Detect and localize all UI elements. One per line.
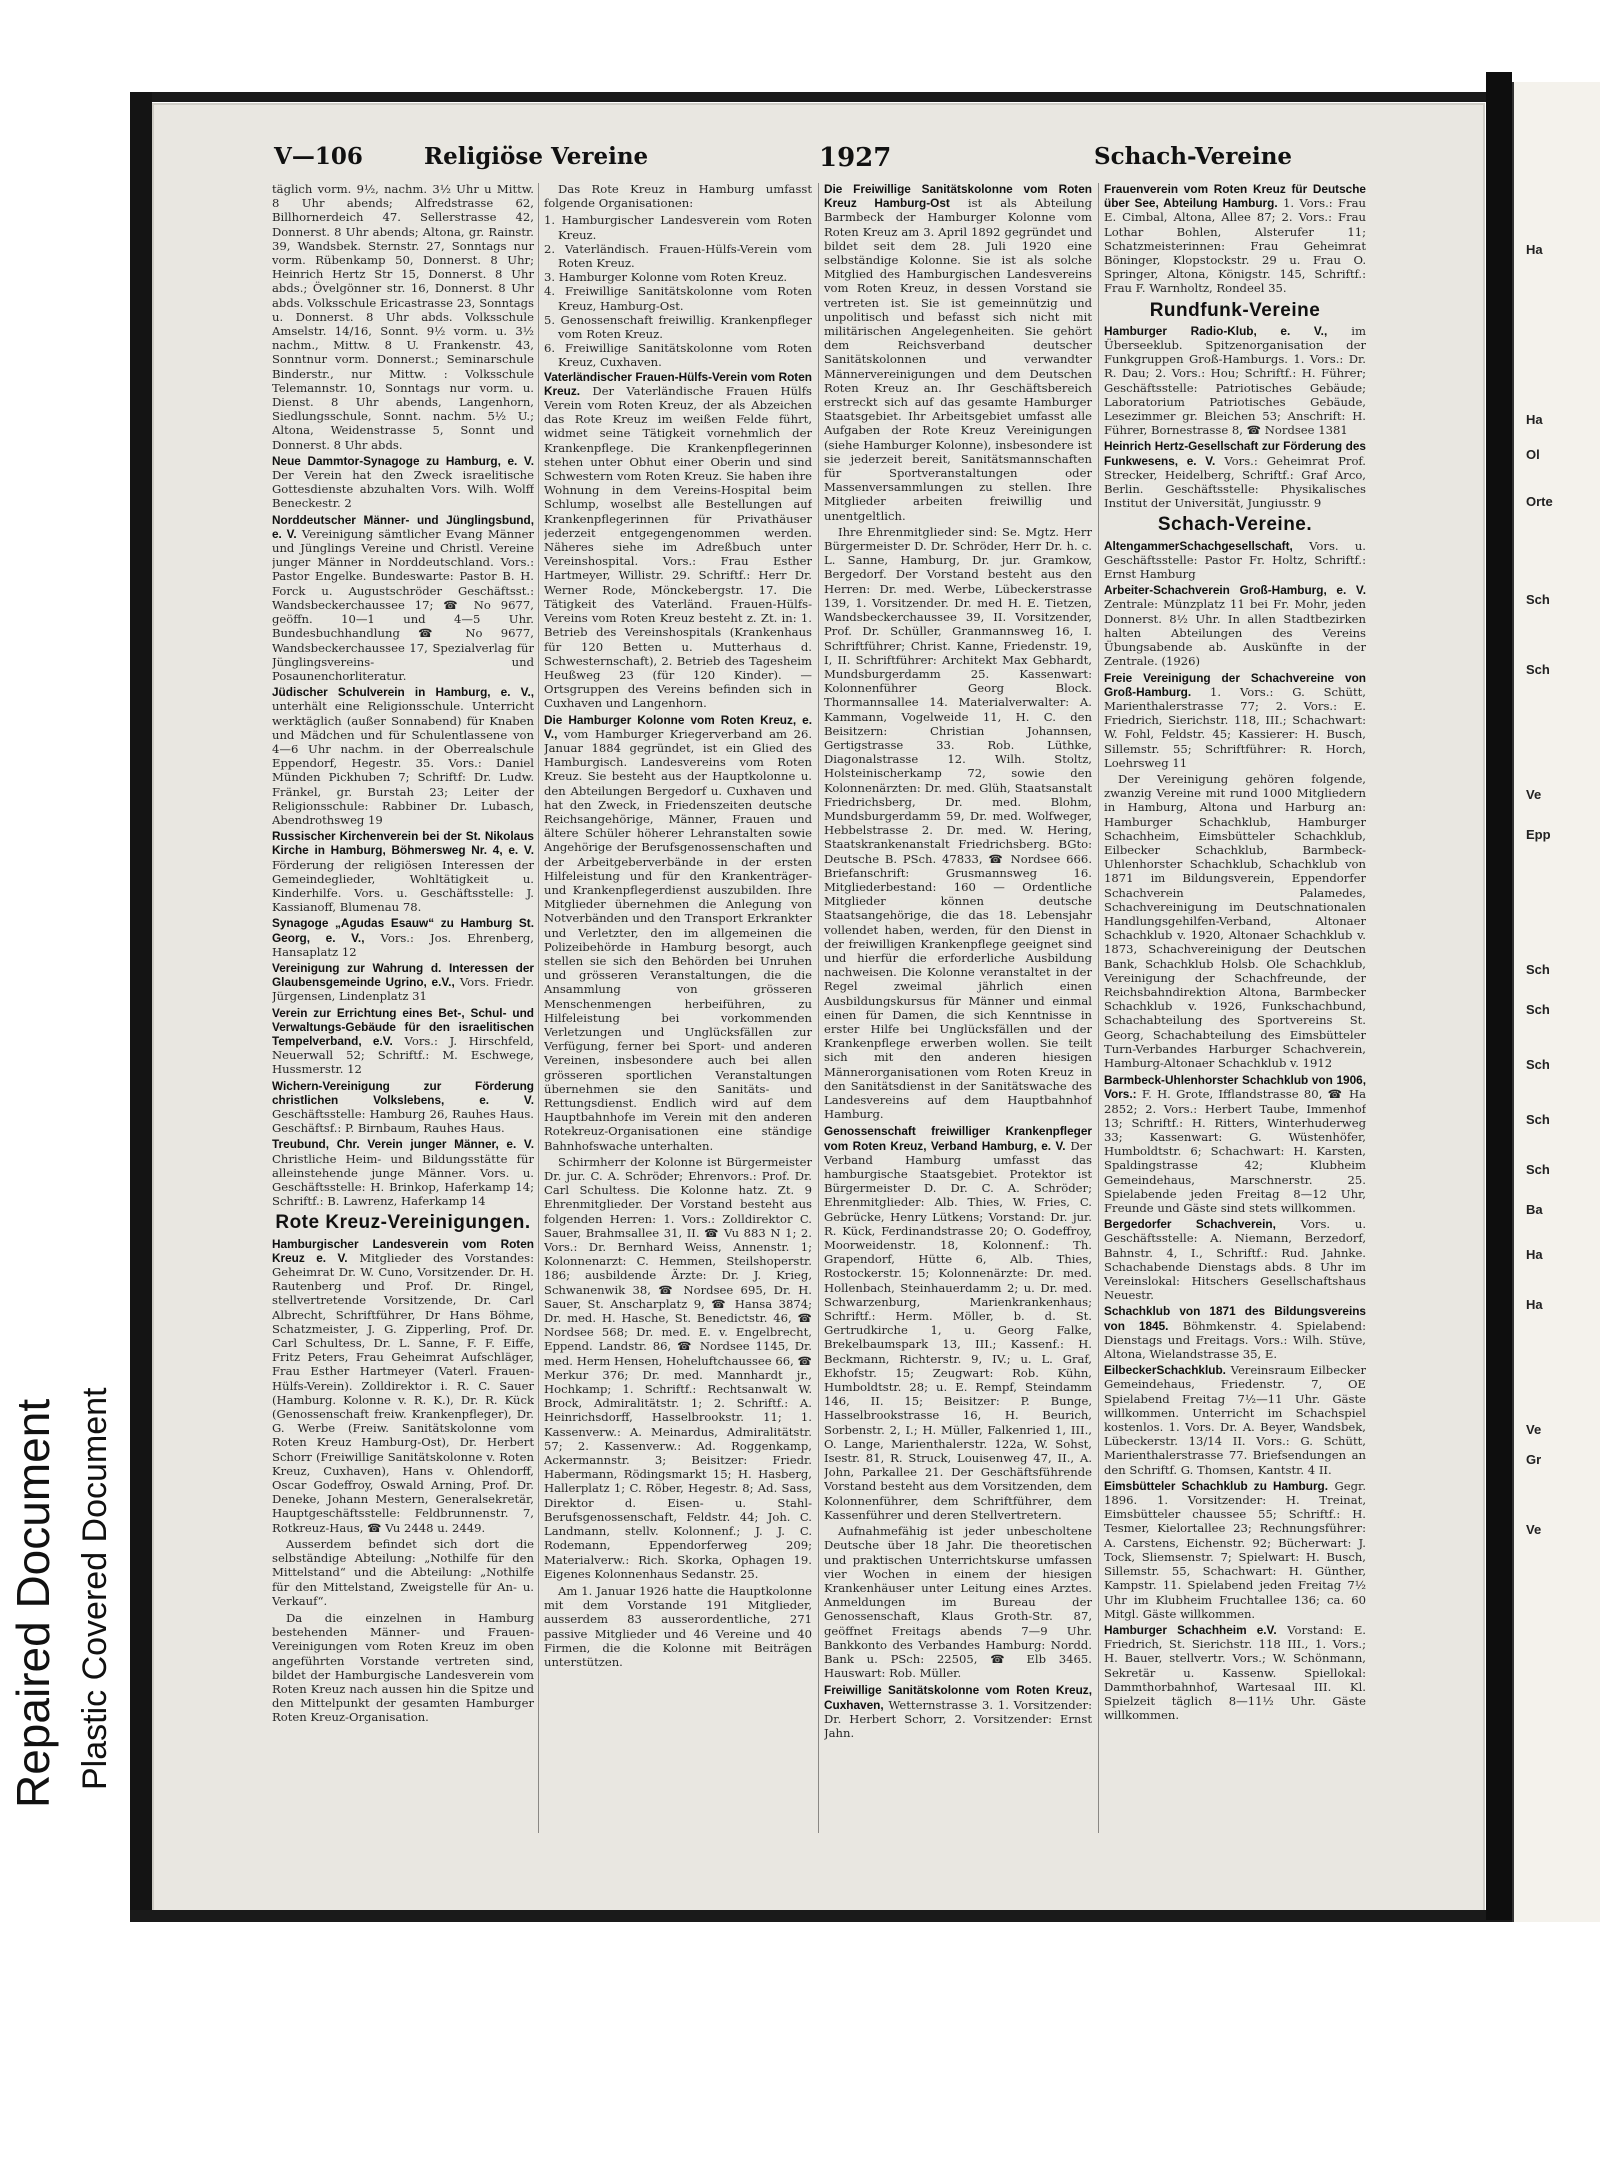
scan-border-bottom: [130, 1910, 1520, 1922]
directory-entry: [824, 525, 1092, 1122]
adjacent-page-fragment: Ve: [1526, 1422, 1542, 1437]
entry-text: ist als Abteilung Barmbeck der Hamburger Kolonne vom Roten Kreuz am 3. April 1892 gegründet und bildet seit dem 28. Juli 1920 eine selbständige Kolonne. Sie ist als solche Mitglied des Hamburgischen Landesvereins vom Roten Kreuz, in dessen Vorstand sie vertreten ist. Sie ist gemeinnützig und unpolitisch und befasst sich nicht mit militärischen Angelegenheiten. Sie gehört dem Reichsverband deutscher Sanitätskolonnen und verwandter Männervereinigungen und dem Deutschen Roten Kreuz an. Ihr Geschäftsbereich erstreckt sich auf das gesamte Hamburger Staatsgebiet. Ihr Arbeitsgebiet umfasst alle Aufgaben der Rote Kreuz Vereinigungen (siehe Hamburger Kolonne), insbesondere ist sie jederzeit bereit, Sanitätsmannschaften für Sportveranstaltungen oder Massenversammlungen zu stellen. Ihre Mitglieder arbeiten freiwillig und unentgeltlich.: [824, 196, 1092, 523]
adjacent-page-fragment: Ha: [1526, 242, 1543, 257]
entry-text: Der Verein hat den Zweck israelitische Gottesdienste abzuhalten Vors. Wilh. Wolff Beneckestr. 2: [272, 468, 534, 511]
directory-entry: [272, 916, 534, 959]
organisation-list-item: 1. Hamburgischer Landesverein vom Roten Kreuz.: [544, 213, 812, 242]
directory-entry: [1104, 1073, 1366, 1215]
header-left-section: Religiöse Vereine: [424, 143, 649, 170]
directory-entry: [272, 829, 534, 914]
entry-text: Vereinsraum Eilbecker Gemeindehaus, Friedenstr. 7, OE Spielabend Freitag 7½—11 Uhr. Gäste willkommen. Unterricht im Schachspiel kostenlos. 1. Vors. Dr. A. Beyer, Wandsbek, Lübeckerstr. 13/14 II. Vors.: G. Schütt, Marienthalerstrasse 77. Briefsendungen an den Schriftf. G. Thomsen, Kantstr. 4 II.: [1104, 1363, 1366, 1477]
entry-name: Wichern-Vereinigung zur Förderung christlichen Volkslebens, e. V.: [272, 1078, 534, 1107]
directory-entry: [824, 1524, 1092, 1680]
entry-text: Das Rote Kreuz in Hamburg umfasst folgende Organisationen:: [544, 182, 812, 211]
entry-text: F. H. Grote, Ifflandstrasse 80, ☎ Ha 2852; 2. Vors.: Herbert Taube, Immenhof 13; Schriftf.: H. Ritters, Winterhuderweg 33; Kassenwart: G. Wüstenhöfer, Humboldtstr. 6; Schachwart: H. Karsten, Spaldingstrasse 42; Klubheim Gemeindehaus, Marschnerstr. 25. Spielabende jeden Freitag 8—12 Uhr, Freunde und Gäste sind stets willkommen.: [1104, 1087, 1366, 1216]
adjacent-page-fragment: Sch: [1526, 962, 1550, 977]
directory-entry: [1104, 324, 1366, 438]
entry-name: Die Hamburger Kolonne vom Roten Kreuz, e. V.,: [544, 712, 812, 741]
directory-entry: [824, 1124, 1092, 1522]
directory-entry: [1104, 439, 1366, 510]
adjacent-page-fragment: Epp: [1526, 827, 1551, 842]
organisation-list-item: 6. Freiwillige Sanitätskolonne vom Roten Kreuz, Cuxhaven.: [544, 341, 812, 370]
entry-text: Ausserdem befindet sich dort die selbständige Abteilung: „Nothilfe für den Mittelstand“ und die Abteilung: „Nothilfe für den Mittelstand, Zweigstelle für An- u. Verkauf“.: [272, 1536, 534, 1608]
adjacent-page-fragment: Gr: [1526, 1452, 1542, 1467]
adjacent-page-fragment: Sch: [1526, 662, 1550, 677]
entry-text: Wetternstrasse 3. 1. Vorsitzender: Dr. Herbert Schorr, 2. Vorsitzender: Ernst Jahn.: [824, 1697, 1092, 1740]
directory-entry: [272, 961, 534, 1004]
entry-name: Freiwillige Sanitätskolonne vom Roten Kreuz, Cuxhaven,: [824, 1683, 1092, 1712]
directory-entry: [272, 454, 534, 511]
entry-text: im Überseeklub. Spitzenorganisation der Funkgruppen Groß-Hamburgs. 1. Vors.: Dr. R. Dau; 2. Vors.: Hou; Schriftf.: H. Führer; Geschäftsstelle: Patriotisches Gebäude; Laboratorium Patriotisches Gebäude, Lesezimmer gr. Bleichen 53; Anschrift: H. Führer, Bornestrasse 8, ☎ Nordsee 1381: [1104, 323, 1366, 438]
directory-entry: [272, 685, 534, 827]
directory-entry: [272, 513, 534, 683]
directory-entry: [272, 1237, 534, 1535]
scan-gutter: [1486, 72, 1512, 1920]
entry-text: Christliche Heim- und Bildungsstätte für alleinstehende junge Männer. Vors. u. Geschäftsstelle: H. Brinkop, Haferkamp 14; Schriftf.: B. Lawrenz, Haferkamp 14: [272, 1151, 534, 1209]
adjacent-page-fragment: Ol: [1526, 447, 1540, 462]
entry-text: 1. Vors.: Frau E. Cimbal, Altona, Allee 87; 2. Vors.: Frau Lothar Bohlen, Alsterufer 11; Schatzmeisterinnen: Frau Geheimrat Böninger, Klopstockstr. 29 u. Frau O. Springer, Altona, Königstr. 145, Schriftf.: Frau F. Warnholtz, Rondeel 35.: [1104, 196, 1366, 296]
adjacent-page-edge: [1512, 82, 1600, 1922]
directory-entry: [1104, 1479, 1366, 1621]
repaired-document-label: Repaired Document: [7, 1398, 59, 1808]
adjacent-page-fragment: Ha: [1526, 412, 1543, 427]
entry-name: Synagoge „Agudas Esauw“ zu Hamburg St. Georg, e. V.,: [272, 916, 534, 945]
column-rule: [1098, 183, 1099, 1833]
entry-text: Vors.: J. Hirschfeld, Neuerwall 52; Schriftf.: M. Eschwege, Hussmerstr. 12: [272, 1033, 534, 1077]
entry-text: Vors.: Geheimrat Prof. Strecker, Heidelberg, Schriftf.: Graf Arco, Berlin. Geschäftsstelle: Physikalisches Institut der Universität, Jungiusstr. 9: [1104, 453, 1366, 511]
scan-border-top: [138, 92, 1486, 102]
entry-text: Geschäftsstelle: Hamburg 26, Rauhes Haus. Geschäftsf.: P. Birnbaum, Rauhes Haus.: [272, 1107, 534, 1136]
entry-name: EilbeckerSchachklub.: [1104, 1363, 1226, 1378]
document-page: [152, 103, 1485, 1919]
column-rule: [538, 183, 539, 1833]
organisation-list-item: 2. Vaterländisch. Frauen-Hülfs-Verein vom Roten Kreuz.: [544, 241, 812, 271]
entry-text: Mitglieder des Vorstandes: Geheimrat Dr. W. Cuno, Vorsitzender. Dr. H. Rautenberg und Prof. Dr. Ringel, stellvertretende Vorsitzende, Dr. Carl Albrecht, Schriftführer, Dr Hans Böhme, Schatzmeister, J. G. Zipperling, Prof. Dr. Carl Schultess, Dr. L. Sanne, F. F. Eiffe, Fritz Peters, Frau Geheimrat Aufschläger, Frau Esther Hartmeyer (Vaterl. Frauen-Hülfs-Verein). Zolldirektor i. R. C. Sauer (Hamburg. Kolonne v. R. K.), Dr. R. Kück (Genossenschaft freiw. Krankenpfleger), Dr. G. Werbe (Freiw. Sanitätskolonne vom Roten Kreuz Hamburg-Ost), Dr. Herbert Schorr (Freiwillige Sanitätskolonne v. Roten Kreuz, Cuxhaven), Hans v. Ohlendorff, Oscar Godeffroy, Oswald Arning, Prof. Dr. Deneke, Johann Mestern, Generalsekretär, Hauptgeschäftsstelle: Feldbrunnenstr. 7, Rotkreuz-Haus, ☎ Vu 2448 u. 2449.: [272, 1250, 534, 1535]
entry-text: Am 1. Januar 1926 hatte die Hauptkolonne mit dem Vorstande 191 Mitglieder, ausserdem 83 ausserordentliche, 271 passive Mitglieder und 46 Vereine und 40 Firmen, die die Kolonne mit Beiträgen unterstützen.: [544, 1583, 812, 1669]
entry-name: Hamburger Schachheim e.V.: [1104, 1622, 1277, 1637]
entry-name: Norddeutscher Männer- und Jünglingsbund, e. V.: [272, 512, 534, 541]
entry-text: Da die einzelnen in Hamburg bestehenden Männer- und Frauen-Vereinigungen vom Roten Kreuz im oben angeführten Vorstande vertreten sind, bildet der Hamburgische Landesverein vom Roten Kreuz nach aussen hin die Spitze und den Mittelpunkt der gesamten Hamburger Roten Kreuz-Organisation.: [272, 1610, 534, 1725]
entry-text: Gegr. 1896. 1. Vorsitzender: H. Treinat, Eimsbütteler chaussee 55; Schriftf.: H. Tesmer, Kielortallee 23; Rechnungsführer: A. Carstens, Eichenstr. 92; Bücherwart: J. Tock, Sliemsenstr. 7; Spielwart: H. Busch, Sillemstr. 55, Schachwart: H. Günther, Kampstr. 11. Spielabend jeden Freitag 7½ Uhr im Klubheim Fruchtallee 136; ca. 60 Mitgl. Gäste willkommen.: [1104, 1478, 1366, 1621]
directory-entry: [272, 1006, 534, 1077]
directory-entry: [1104, 671, 1366, 770]
entry-name: Russischer Kirchenverein bei der St. Nikolaus Kirche in Hamburg, Böhmersweg Nr. 4, e. V.: [272, 829, 534, 858]
column-3: [824, 182, 1092, 1882]
directory-entry: [1104, 1623, 1366, 1722]
adjacent-page-fragment: Ha: [1526, 1297, 1543, 1312]
adjacent-page-fragment: Orte: [1526, 494, 1553, 509]
directory-entry: [544, 713, 812, 1153]
entry-text: Der Verband Hamburg umfasst das hamburgische Staatsgebiet. Protektor ist Bürgermeister D. Dr. C. A. Schröder; Ehrenmitglieder: Alb. Thies, W. Fries, C. Gebrücke, Henry Lütkens; Vorstand: Dr. jur. R. Kück, Ferdinandstrasse 20; O. Godeffroy, Moorweidenstr. 18, Kolonnenf.: Th. Grapendorf, Hütte 6, Alb. Thies, Rostockerstr. 15; Kolonnenärzte: Dr. med. Hollenbach, Steinhauerdamm 2; u. Dr. med. Schwarzenburg, Marienkrankenhaus; Schriftf.: Herm. Möller, b. d. St. Gertrudkirche 1, u. Georg Falke, Brekelbaumspark 13, III.; Kassenf.: H. Beckmann, Richterstr. 9, IV.; u. L. Graf, Ekhofstr. 15; Zeugwart: Rob. Kühn, Humboldtstr. 28; u. E. Rempf, Steindamm 146, II. 15; Beisitzer: P. Bunge, Hasselbrookstrasse 16, H. Beurich, Sorbenstr. 2, I.; H. Müller, Falkenried 1, III., O. Lange, Marienthalerstr. 122a, W. Sohst, Isestr. 81, R. Struck, Louisenweg 47, II., A. John, Parkallee 21. Der Geschäftsführende Vorstand besteht aus dem Vorsitzenden, dem Kolonnenführer, dem Schriftführer, dem Kassenführer und deren Stellvertretern.: [824, 1138, 1092, 1522]
column-1: [272, 182, 534, 1882]
entry-text: Vors. Friedr. Jürgensen, Lindenplatz 31: [272, 975, 534, 1004]
entry-name: Eimsbütteler Schachklub zu Hamburg.: [1104, 1478, 1329, 1493]
directory-entry: [1104, 182, 1366, 296]
entry-text: Vors.: Jos. Ehrenberg, Hansaplatz 12: [272, 930, 534, 959]
entry-name: Vaterländischer Frauen-Hülfs-Verein vom Roten Kreuz.: [544, 369, 812, 398]
entry-text: Der Vaterländische Frauen Hülfs Verein vom Roten Kreuz, der als Abzeichen das Rote Kreuz im weißen Felde führt, widmet seine Tätigkeit vornehmlich der Krankenpflege. Die Krankenpflegerinnen stehen unter Obhut einer Oberin und sind Schwestern vom Roten Kreuz. Sie haben ihre Wohnung in dem Vereins-Hospital beim Schlump, woselbst alle Bestellungen auf Krankenpflegerinnen für Privathäuser jederzeit entgegengenommen werden. Näheres siehe im Adreßbuch unter Vereinshospital. Vors.: Frau Esther Hartmeyer, Willistr. 29. Schriftf.: Herr Dr. Werner Rode, Mönckebergstr. 17. Die Tätigkeit des Vaterländ. Frauen-Hülfs-Vereins vom Roten Kreuz besteht z. Zt. in: 1. Betrieb des Vereinshospitals (Krankenhaus für 120 Betten u. Mutterhaus d. Schwesternschaft), 2. Betrieb des Tagesheim Heußweg 23 (für 120 Kinder). — Ortsgruppen des Vereins befinden sich in Cuxhaven und Langenhorn.: [544, 383, 812, 711]
directory-entry: [1104, 1217, 1366, 1302]
entry-text: unterhält eine Religionsschule. Unterricht werktäglich (außer Sonnabend) für Knaben und Mädchen und für Schulentlassene von 4—6 Uhr nachm. in der Oberrealschule Eppendorf, Hegestr. 35. Vors.: Daniel Münden Pickhuben 7; Schriftf: Dr. Ludw. Fränkel, gr. Burstah 23; Leiter der Religionsschule: Rabbiner Dr. Lubasch, Abendrothsweg 19: [272, 699, 534, 827]
entry-text: Vereinigung sämtlicher Evang Männer und Jünglings Vereine und Christl. Vereine junger Männer in Norddeutschland. Vors.: Pastor Engelke. Bundeswarte: Pastor B. H. Forck u. Augustschröder Geschäftsst.: Wandsbeckerchaussee 17; ☎ No 9677, geöffn. 10—1 und 4—5 Uhr. Bundesbuchhandlung ☎ No 9677, Wandsbeckerchaussee 17, Spezialverlag für Jünglingsvereins- und Posaunenchorliteratur.: [272, 526, 534, 683]
column-rule: [818, 183, 819, 1833]
entry-name: Heinrich Hertz-Gesellschaft zur Förderung des Funkwesens, e. V.: [1104, 439, 1366, 468]
column-4: [1104, 182, 1366, 1882]
directory-entry: [824, 182, 1092, 523]
organisation-list-item: 5. Genossenschaft freiwillig. Krankenpfleger vom Roten Kreuz.: [544, 312, 812, 342]
entry-text: Der Vereinigung gehören folgende, zwanzig Vereine mit rund 1000 Mitgliedern in Hamburg, Altona und Harburg an: Hamburger Schachklub, Hamburger Schachheim, Eimsbütteler Schachklub, Eilbecker Schachklub, Barmbeck-Uhlenhorster Schachklub, Schachklub von 1871 im Bildungsverein, Eppendorfer Schachverein Palamedes, Schachvereinigung im Deutschnationalen Handlungsgehilfen-Verband, Altonaer Schachklub v. 1920, Altonaer Schachklub v. 1873, Schachvereinigung der Deutschen Bank, Schachklub Holsb. Ole Schachklub, Vereinigung der Schachfreunde, der Reichsbahndirektion Altona, Barmbecker Schachklub v. 1926, Funkschachbund, Schachabteilung des Sportvereins St. Georg, Schachabteilung des Eimsbütteler Turn-Verbandes Harburger Schachverein, Hamburg-Altonaer Schachklub v. 1912: [1104, 771, 1366, 1070]
header-year: 1927: [819, 143, 892, 173]
section-title-rundfunk: Rundfunk-Vereine: [1149, 299, 1321, 321]
adjacent-page-fragment: Sch: [1526, 1057, 1550, 1072]
entry-name: AltengammerSchachgesellschaft,: [1104, 538, 1293, 553]
organisation-list-item: 4. Freiwillige Sanitätskolonne vom Roten Kreuz, Hamburg-Ost.: [544, 284, 812, 313]
entry-name: Genossenschaft freiwilliger Krankenpfleger vom Roten Kreuz, Verband Hamburg, e. V.: [824, 1124, 1092, 1153]
plastic-covered-label: Plastic Covered Document: [76, 1387, 114, 1790]
adjacent-page-fragment: Ve: [1526, 1522, 1542, 1537]
adjacent-page-fragment: Sch: [1526, 1162, 1550, 1177]
adjacent-page-fragment: Ha: [1526, 1247, 1543, 1262]
directory-entry: [544, 1155, 812, 1581]
entry-name: Die Freiwillige Sanitätskolonne vom Roten Kreuz Hamburg-Ost: [824, 182, 1092, 211]
directory-entry: [272, 1137, 534, 1208]
directory-entry: [1104, 1304, 1366, 1361]
entry-text: Zentrale: Münzplatz 11 bei Fr. Mohr, jeden Donnerst. 8½ Uhr. In allen Stadtbezirken halten Abteilungen des Vereins Übungsabende ab. Auskünfte in der Zentrale. (1926): [1104, 597, 1366, 669]
page-header: [274, 139, 1394, 179]
entry-name: Vereinigung zur Wahrung d. Interessen der Glaubensgemeinde Ugrino, e.V.,: [272, 960, 534, 990]
directory-entry: [544, 1584, 812, 1669]
entry-name: Hamburger Radio-Klub, e. V.,: [1104, 323, 1328, 338]
column-2: [544, 182, 812, 1882]
entry-text: 1. Vors.: G. Schütt, Marienthalerstrasse 77; 2. Vors.: E. Friedrich, Sierichstr. 118, III.; Schachwart: W. Fohl, Feldstr. 45; Kassierer: H. Busch, Sillemstr. 55; Schriftführer: R. Horch, Loehrsweg 11: [1104, 684, 1366, 770]
entry-text: Vors. u. Geschäftsstelle: A. Niemann, Berzedorf, Bahnstr. 4, I., Schriftf.: Rud. Jahnke. Schachabende Dienstags abds. 8 Uhr im Vereinslokal: Hitschers Gesellschaftshaus Neuestr.: [1104, 1217, 1366, 1303]
entry-text: Aufnahmefähig ist jeder unbescholtene Deutsche über 18 Jahr. Die theoretischen und praktischen Unterrichtskurse umfassen vier Wochen in einem der hiesigen Krankenhäuser unter Leitung eines Arztes. Anmeldungen im Bureau der Genossenschaft, Klaus Groth-Str. 87, geöffnet Freitags abends 7—9 Uhr. Bankkonto des Verbandes Hamburg: Nordd. Bank u. PSch: 22505, ☎ Elb 3465. Hauswart: Rob. Müller.: [824, 1524, 1092, 1681]
entry-text: täglich vorm. 9½, nachm. 3½ Uhr u Mittw. 8 Uhr abends; Alfredstrasse 62, Billhornerdeich 47. Sellerstrasse 42, Donnerst. 8 Uhr abends; Altona, gr. Rainstr. 39, Wandsbek. Sternstr. 27, Sonntags nur vorm. Rübenkamp 50, Donnerst. 8 Uhr; Heinrich Hertz Str 15, Donnerst. 8 Uhr abds.; Övelgönner str. 16, Donnerst. 8 Uhr abds. Volksschule Ericastrasse 23, Sonntags u. Donnerst. 8 Uhr abds. Volksschule Amselstr. 14/16, Sonnt. 9½ vorm. u. 3½ nachm., Mittw. 8 U. Frankenstr. 43, Sonntnur vorm. Donnerst.; Seminarschule Binderstr., nur Mittw. : Volksschule Telemannstr. 10, Sonntags nur vorm. u. Dienst. 8 Uhr abends, Langenhorn, Siedlungsschule, Sonnt. nachm. 5½ U.; Altona, Weidenstrasse 5, Sonnt und Donnerst. 8 Uhr abds.: [272, 182, 534, 452]
adjacent-page-fragment: Sch: [1526, 1002, 1550, 1017]
entry-name: Freie Vereinigung der Schachvereine von Groß-Hamburg.: [1104, 670, 1366, 699]
section-title-schach: Schach-Vereine.: [1157, 514, 1313, 536]
directory-entry: [1104, 539, 1366, 582]
adjacent-page-fragment: Sch: [1526, 592, 1550, 607]
entry-text: Böhmkenstr. 4. Spielabend: Dienstags und Freitags. Vors.: Wilh. Stüve, Altona, Wielandstrasse 35, E.: [1104, 1318, 1366, 1362]
entry-name: Neue Dammtor-Synagoge zu Hamburg, e. V.: [272, 453, 534, 468]
directory-entry: [1104, 583, 1366, 668]
entry-name: Frauenverein vom Roten Kreuz für Deutsche über See, Abteilung Hamburg.: [1104, 182, 1366, 211]
section-title-rote-kreuz: Rote Kreuz-Vereinigungen.: [275, 1212, 531, 1234]
entry-text: Vorstand: E. Friedrich, St. Sierichstr. 118 III., 1. Vors.; H. Bauer, stellvertr. Vors.; W. Schönmann, Sekretär u. Kassenw. Spiellokal: Dammthorbahnhof, Wartesaal III. Kl. Spielzeit täglich 8—11½ Uhr. Gäste willkommen.: [1104, 1622, 1366, 1723]
entry-name: Treubund, Chr. Verein junger Männer, e. V.: [272, 1137, 534, 1152]
entry-name: Arbeiter-Schachverein Groß-Hamburg, e. V.: [1104, 583, 1366, 598]
entry-name: Bergedorfer Schachverein,: [1104, 1217, 1276, 1232]
adjacent-page-fragment: Ve: [1526, 787, 1542, 802]
scan-border-left: [130, 92, 152, 1922]
header-right-section: Schach-Vereine: [1094, 143, 1293, 170]
entry-name: Jüdischer Schulverein in Hamburg, e. V.,: [272, 685, 534, 700]
entry-text: Förderung der religiösen Interessen der Gemeindeglieder, Wohltätigkeit u. Kinderhilfe. Vors. u. Geschäftsstelle: J. Kassianoff, Blumenau 78.: [272, 857, 534, 915]
entry-text: Ihre Ehrenmitglieder sind: Se. Mgtz. Herr Bürgermeister D. Dr. Schröder, Herr Dr. h. c. L. Sanne, Hamburg, Dr. jur. Gramkow, Bergedorf. Der Vorstand besteht aus den Herren: Dr. med. Werbe, Lübeckerstrasse 139, 1. Vorsitzender. Dr. med H. E. Tietzen, Wandsbeckerchaussee 39, II. Vorsitzender, Prof. Dr. Schüller, Granmannsweg 16, I. Schriftführer; Christ. Kanne, Friedenstr. 19, I, II. Schriftführer: Architekt Max Gebhardt, Mundsburgerdamm 25. Kassenwart: Kolonnenführer Georg Block. Thormannsallee 14. Materialverwalter: A. Kammann, Vogelweide 11, H. C. den Beisitzern: Christian Johannsen, Gertigstrasse 33. Rob. Lüthke, Diagonalstrasse 12. Wilh. Stoltz, Holsteinischerkamp 72, sowie den Kolonnenärzten: Dr. med. Glüh, Staatsanstalt Friedrichsberg, Dr. med. Blohm, Mundsburgerdamm 59, Dr. med. Wolfweger, Hebbelstrasse 2. Dr. med. W. Hering, Staatskrankenanstalt Friedrichsberg. BGto: Deutsche B. PSch. 47833, ☎ Nordsee 666. Briefanschrift: Grusmannsweg 16. Mitgliederbestand: 160 — Ordentliche Mitglieder können deutsche Staatsangehörige, die das 18. Lebensjahr vollendet haben, werden, für den Dienst in der freiwilligen Krankenpflege geeignet sind und hierfür die erforderliche Ausbildung nachweisen. Die Kolonne veranstaltet in der Regel zweimal jährlich einen Ausbildungskursus für Männer und einmal einen für Damen, die sich Kenntnisse in erster Hilfe bei Unglücksfällen und der Krankenpflege erwerben wollen. Sie teilt sich mit den anderen hiesigen Männerorganisationen vom Roten Kreuz in den Sanitätsdienst in der Sanitätswache des Landesvereins auf dem Hauptbahnhof Hamburg.: [824, 524, 1092, 1122]
entry-name: Barmbeck-Uhlenhorster Schachklub von 1906, Vors.:: [1104, 1073, 1366, 1102]
organisation-list-item: 3. Hamburger Kolonne vom Roten Kreuz.: [544, 270, 788, 285]
adjacent-page-fragment: Sch: [1526, 1112, 1550, 1127]
entry-name: Hamburgischer Landesverein vom Roten Kreuz e. V.: [272, 1236, 534, 1265]
directory-entry: [1104, 1363, 1366, 1477]
entry-text: vom Hamburger Kriegerverband am 26. Januar 1884 gegründet, ist ein Glied des Hamburgisch. Landesvereins vom Roten Kreuz. Sie besteht aus der Hauptkolonne u. den Abteilungen Bergedorf u. Cuxhaven und hat den Zweck, in Friedenszeiten deutsche Reichsangehörige, Männer, Frauen und ältere Schüler höherer Lehranstalten sowie Angehörige der Berufsgenossenschaften und der Arbeitgeberverbände in der ersten Hilfeleistung und für den Krankenträger- und Krankenpflegerdienst auszubilden. Ihre Mitglieder übernehmen die Anlegung von Notverbänden und den Transport Erkrankter und Verletzter, den im allgemeinen die Polizeibehörde in Hamburg besorgt, auch stellen sie sich den Behörden bei Unruhen und grösseren Veranstaltungen, die die Ansammlung von grösseren Menschenmengen herbeiführen, zu Hilfeleistung bei vorkommenden Verletzungen und Unglücksfällen zur Verfügung, ferner bei Sport- und anderen Vereinen, insbesondere auch bei allen grösseren sportlichen Veranstaltungen übernehmen sie den Sanitäts- und Rettungsdienst. Endlich wird auf dem Hauptbahnhofe im Verein mit den anderen Rotekreuz-Organisationen eine ständige Bahnhofswache unterhalten.: [544, 726, 812, 1153]
entry-name: Verein zur Errichtung eines Bet-, Schul- und Verwaltungs-Gebäude für den israelitischen Tempelverband, e.V.: [272, 1005, 534, 1048]
entry-name: Schachklub von 1871 des Bildungsvereins von 1845.: [1104, 1304, 1366, 1333]
page-number: V—106: [274, 143, 363, 170]
adjacent-page-fragment: Ba: [1526, 1202, 1543, 1217]
directory-entry: [824, 1683, 1092, 1740]
directory-entry: [1104, 772, 1366, 1070]
directory-entry: [272, 1079, 534, 1136]
directory-entry: [544, 370, 812, 711]
entry-text: Vors. u. Geschäftsstelle: Pastor Fr. Holtz, Schriftf.: Ernst Hamburg: [1104, 538, 1366, 582]
entry-text: Schirmherr der Kolonne ist Bürgermeister Dr. jur. C. A. Schröder; Ehrenvors.: Prof. Dr. Carl Schultess. Die Kolonne hatz. Zt. 9 Ehrenmitglieder. Der Vorstand besteht aus folgenden Herren: 1. Vors.: Zolldirektor C. Sauer, Brahmsallee 31, II. ☎ Vu 883 N 1; 2. Vors.: Dr. Bernhard Weiss, Annenstr. 1; Kolonnenarzt: C. Hemmen, Steilshoperstr. 186; ausbildende Ärzte: Dr. J. Krieg, Schwanenwik 38, ☎ Nordsee 695, Dr. H. Sauer, St. Anscharplatz 9, ☎ Hansa 3874; Dr. med. H. Hasche, St. Benedictstr. 46, ☎ Nordsee 568; Dr. med. E. v. Engelbrecht, Eppend. Landstr. 86, ☎ Nordsee 1145, Dr. med. Herm Hensen, Hoheluftchaussee 66, ☎ Merkur 376; Dr. med. Mannhardt jr., Hochkamp; 1. Schriftf.: Rechtsanwalt W. Brock, Admiralitätstr. 1; 2. Schriftf.: A. Heinrichsdorff, Hasselbrookstr. 11; 1. Kassenverw.: A. Meinardus, Admiralitätstr. 57; 2. Kassenverw.: Ad. Roggenkamp, Ackermannstr. 3; Beisitzer: Friedr. Habermann, Rödingsmarkt 15; H. Hasberg, Hallerplatz 1; C. Röber, Hegestr. 8; Ad. Sass, Direktor d. Eisen- u. Stahl-Berufsgenossenschaft, Feldstr. 44; Joh. C. Landmann, stellv. Kolonnenf.; J. J. C. Rodemann, Eppendorferweg 209; Materialverw.: Rich. Skorka, Ophagen 19. Eigenes Kolonnenhaus Sedanstr. 25.: [544, 1154, 812, 1581]
